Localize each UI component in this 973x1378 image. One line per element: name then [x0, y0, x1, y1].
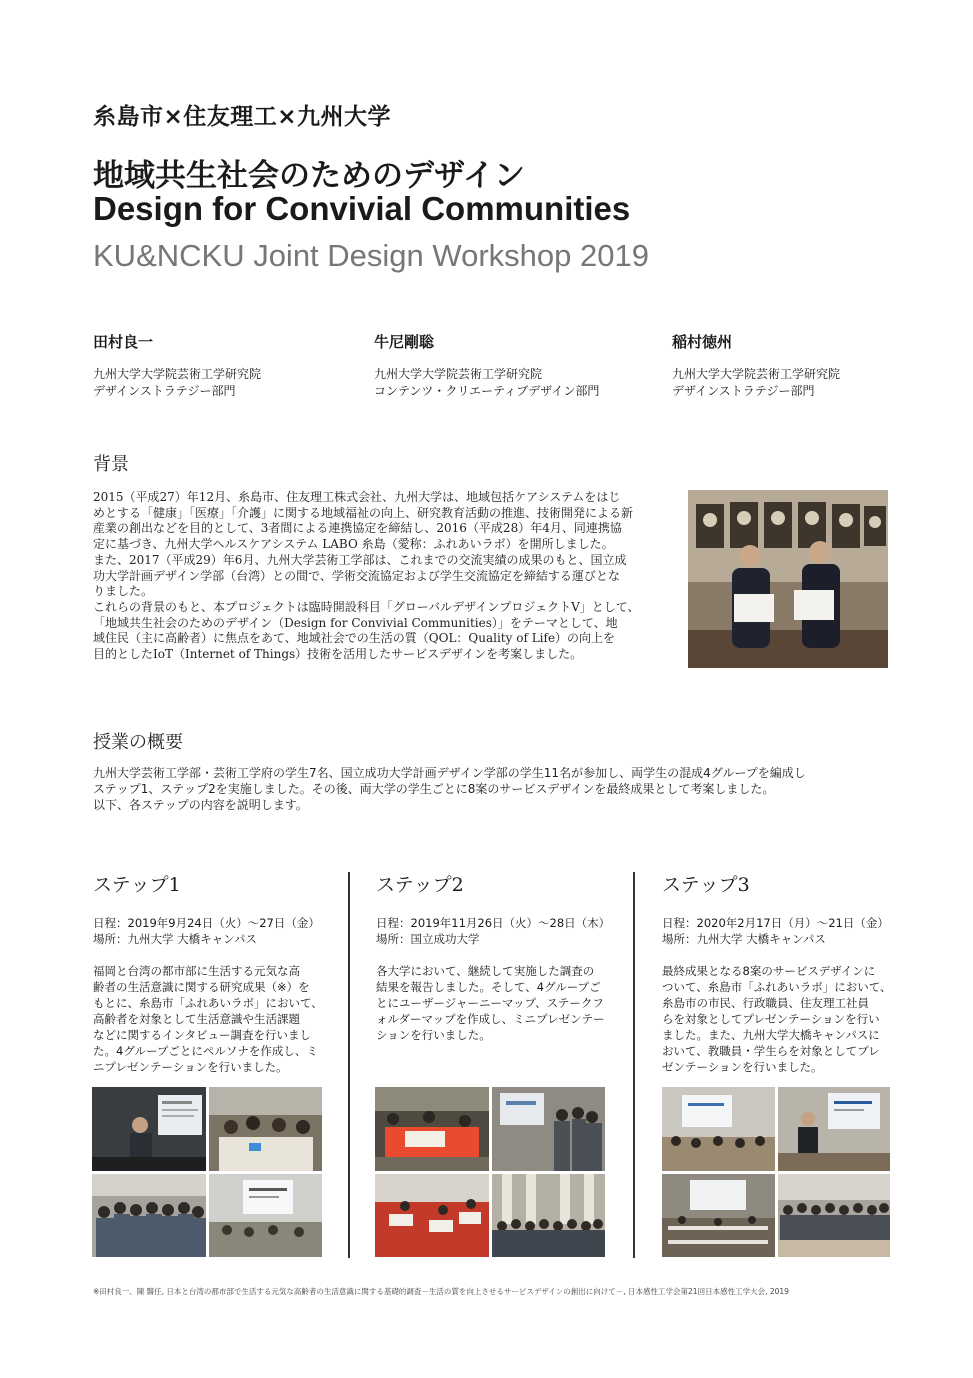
- workshop-photo: [492, 1174, 606, 1258]
- background-line: めとする「健康」「医療」「介護」に関する地域福祉の向上、研究教育活動の推進、技術開発による新: [93, 505, 634, 520]
- desc-line: 齢者の生活意識に関する研究成果（※）を: [93, 980, 310, 994]
- step-description: [662, 963, 894, 1075]
- workshop-photo: [778, 1174, 891, 1258]
- desc-line: ついて、糸島市「ふれあいラボ」において、: [662, 980, 892, 994]
- background-line: 2015（平成27）年12月、糸島市、住友理工株式会社、九州大学は、地域包括ケアシステムをはじ: [93, 490, 621, 504]
- background-line: 功大学計画デザイン学部（台湾）との間で、学術交流協定および学生交流協定を締結する運びとな: [93, 568, 620, 583]
- author-name: 牛尼剛聡: [374, 333, 435, 351]
- desc-line: ォルダーマップを作成し、ミニプレゼンテー: [376, 1012, 605, 1026]
- author-affiliation: 九州大学大学院芸術工学研究院: [374, 367, 543, 381]
- step-schedule: [376, 915, 611, 947]
- step-2-photo-collage: [375, 1087, 605, 1257]
- step-date: 日程：2020年2月17日（月）～21日（金）: [662, 916, 889, 930]
- workshop-photo: [209, 1087, 323, 1171]
- overview-heading: 授業の概要: [93, 732, 183, 753]
- author-department: デザインストラテジー部門: [672, 384, 815, 398]
- desc-line: た。4グループごとにペルソナを作成し、ミ: [93, 1044, 318, 1058]
- author-1: [93, 331, 353, 400]
- author-department: デザインストラテジー部門: [93, 384, 236, 398]
- author-department: コンテンツ・クリエーティブデザイン部門: [374, 384, 600, 398]
- desc-line: ゼンテーションを行いました。: [662, 1060, 823, 1074]
- background-line: 「地域共生社会のためのデザイン（Design for Convivial Communities）」をテーマとして、地: [93, 615, 618, 630]
- desc-line: らを対象としてプレゼンテーションを行い: [662, 1012, 880, 1026]
- step-divider: [348, 872, 350, 1258]
- step-place: 場所：国立成功大学: [376, 932, 480, 946]
- subtitle: 糸島市×住友理工×九州大学: [93, 104, 392, 130]
- workshop-photo: [375, 1174, 489, 1258]
- workshop-photo: [209, 1174, 323, 1258]
- overview-text: [93, 765, 893, 813]
- overview-line: ステップ1、ステップ2を実施しました。その後、両大学の学生ごとに8案のサービスデザインを最終成果として考案しました。: [93, 782, 775, 796]
- step-date: 日程：2019年11月26日（火）～28日（木）: [376, 916, 611, 930]
- step-3: [662, 870, 894, 1075]
- desc-line: ニプレゼンテーションを行いました。: [93, 1060, 288, 1074]
- background-line: 域住民（主に高齢者）に焦点をあて、地域社会での生活の質（QOL：Quality of Life）の向上を: [93, 631, 616, 646]
- step-1-photo-collage: [92, 1087, 322, 1257]
- background-line: 目的としたIoT（Internet of Things）技術を活用したサービスデザインを考案しました。: [93, 647, 583, 662]
- desc-line: 糸島市の市民、行政職員、住友理工社員: [662, 996, 869, 1010]
- desc-line: 各大学において、継続して実施した調査の: [376, 964, 595, 978]
- workshop-photo: [92, 1087, 206, 1171]
- author-3: [672, 331, 932, 400]
- step-date: 日程：2019年9月24日（火）～27日（金）: [93, 916, 320, 930]
- author-2: [374, 331, 634, 400]
- desc-line: 高齢者を対象として生活意識や生活課題: [93, 1012, 300, 1026]
- author-name: 田村良一: [93, 333, 154, 351]
- signing-ceremony-photo: [688, 490, 888, 668]
- overview-line: 九州大学芸術工学部・芸術工学府の学生7名、国立成功大学計画デザイン学部の学生11名が参加し、両学生の混成4グループを編成し: [93, 766, 806, 780]
- step-place: 場所：九州大学 大橋キャンパス: [93, 932, 257, 946]
- title-english: Design for Convivial Communities: [93, 190, 631, 227]
- background-line: 産業の創出などを目的として、3者間による連携協定を締結し、2016（平成28）年4月、同連携協: [93, 521, 622, 536]
- desc-line: などに関するインタビュー調査を行いまし: [93, 1028, 312, 1042]
- desc-line: ションを行いました。: [376, 1028, 491, 1042]
- desc-line: 最終成果となる8案のサービスデザインに: [662, 964, 876, 978]
- background-heading: 背景: [93, 454, 129, 475]
- step-2: [376, 870, 611, 1043]
- author-name: 稲村徳州: [672, 333, 733, 351]
- author-affiliation: 九州大学大学院芸術工学研究院: [93, 367, 262, 381]
- step-description: [376, 963, 608, 1043]
- desc-line: とにユーザージャーニーマップ、ステークフ: [376, 996, 604, 1010]
- background-text: [93, 490, 673, 663]
- desc-line: もとに、糸島市「ふれあいラボ」において、: [93, 996, 323, 1010]
- step-schedule: [93, 915, 325, 947]
- desc-line: 福岡と台湾の都市部に生活する元気な高: [93, 964, 300, 978]
- desc-line: 結果を報告しました。そして、4グループご: [376, 980, 601, 994]
- desc-line: おいて、教職員・学生らを対象としてプレ: [662, 1044, 880, 1058]
- desc-line: ました。また、九州大学大橋キャンパスに: [662, 1028, 880, 1042]
- workshop-title: KU&NCKU Joint Design Workshop 2019: [93, 238, 649, 273]
- step-description: [93, 963, 325, 1075]
- step-title: ステップ2: [376, 874, 464, 896]
- step-1: [93, 870, 325, 1075]
- workshop-photo: [778, 1087, 891, 1171]
- overview-line: 以下、各ステップの内容を説明します。: [93, 798, 308, 812]
- author-affiliation: 九州大学大学院芸術工学研究院: [672, 367, 841, 381]
- background-line: これらの背景のもと、本プロジェクトは臨時開設科目「グローバルデザインプロジェクトⅤ」として、: [93, 599, 640, 614]
- workshop-photo: [92, 1174, 206, 1258]
- workshop-photo: [662, 1174, 775, 1258]
- workshop-photo: [662, 1087, 775, 1171]
- step-title: ステップ3: [662, 874, 750, 896]
- footnote: ※田村良一、陳 醫任, 日本と台湾の都市部で生活する元気な高齢者の生活意識に関する基礎的調査－生活の質を向上させるサービスデザインの創出に向けて－, 日本感性工学会第21回日本感性工学大会, 2019: [93, 1287, 789, 1296]
- background-line: 定に基づき、九州大学ヘルスケアシステム LABO 糸島（愛称：ふれあいラボ）を開所しました。: [93, 537, 614, 552]
- title-japanese: 地域共生社会のためのデザイン: [93, 158, 525, 194]
- step-divider: [633, 872, 635, 1258]
- workshop-photo: [492, 1087, 606, 1171]
- step-3-photo-collage: [662, 1087, 890, 1257]
- background-line: りました。: [93, 584, 154, 599]
- background-line: また、2017（平成29）年6月、九州大学芸術工学部は、これまでの交流実績の成果のもと、国立成: [93, 552, 627, 567]
- step-schedule: [662, 915, 894, 947]
- step-place: 場所：九州大学 大橋キャンパス: [662, 932, 826, 946]
- step-title: ステップ1: [93, 874, 181, 896]
- workshop-photo: [375, 1087, 489, 1171]
